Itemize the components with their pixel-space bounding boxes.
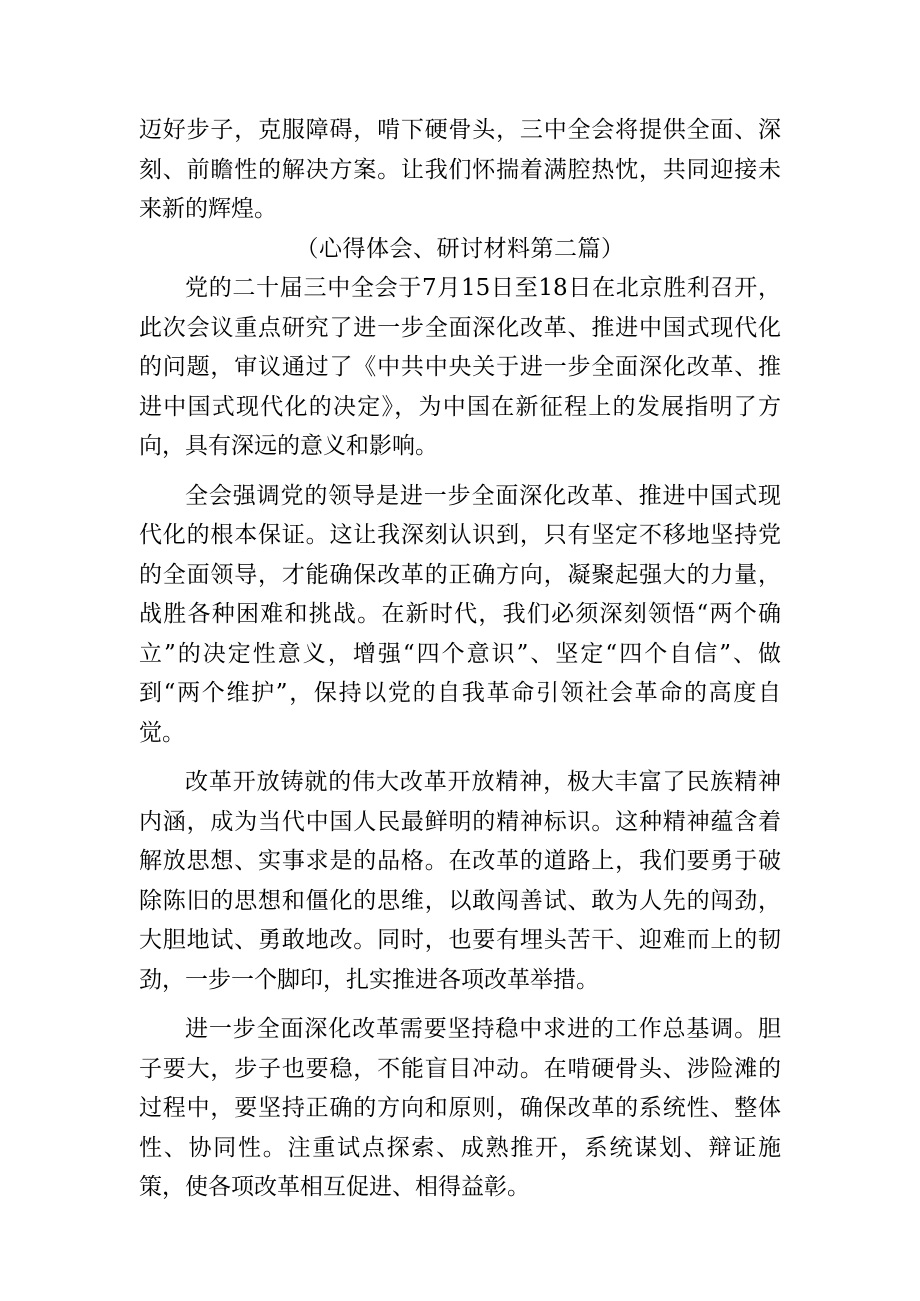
paragraph-1: 党的二十届三中全会于7月15日至18日在北京胜利召开，此次会议重点研究了进一步全面深化改革、推进中国式现代化的问题，审议通过了《中共中央关于进一步全面深化改革、推进中国式现代化的决定》，为中国在新征程上的发展指明了方向，具有深远的意义和影响。 bbox=[139, 275, 781, 459]
paragraph-3: 改革开放铸就的伟大改革开放精神，极大丰富了民族精神内涵，成为当代中国人民最鲜明的精神标识。这种精神蕴含着解放思想、实事求是的品格。在改革的道路上，我们要勇于破除陈旧的思想和僵化的思维，以敢闯善试、敢为人先的闯劲，大胆地试、勇敢地改。同时，也要有埋头苦干、迎难而上的韧劲，一步一个脚印，扎实推进各项改革举措。 bbox=[139, 769, 781, 993]
section-title: （心得体会、研讨材料第二篇） bbox=[295, 235, 625, 262]
document-body bbox=[139, 111, 781, 1208]
paragraph-4: 进一步全面深化改革需要坚持稳中求进的工作总基调。胆子要大，步子也要稳，不能盲目冲动。在啃硬骨头、涉险滩的过程中，要坚持正确的方向和原则，确保改革的系统性、整体性、协同性。注重试点探索、成熟推开，系统谋划、辩证施策，使各项改革相互促进、相得益彰。 bbox=[139, 1016, 781, 1200]
intro-paragraph: 迈好步子，克服障碍，啃下硬骨头，三中全会将提供全面、深刻、前瞻性的解决方案。让我们怀揣着满腔热忱，共同迎接未来新的辉煌。 bbox=[139, 117, 781, 222]
paragraph-2: 全会强调党的领导是进一步全面深化改革、推进中国式现代化的根本保证。这让我深刻认识到，只有坚定不移地坚持党的全面领导，才能确保改革的正确方向，凝聚起强大的力量，战胜各种困难和挑战。在新时代，我们必须深刻领悟“两个确立”的决定性意义，增强“四个意识”、坚定“四个自信”、做到“两个维护”，保持以党的自我革命引领社会革命的高度自觉。 bbox=[139, 482, 781, 746]
